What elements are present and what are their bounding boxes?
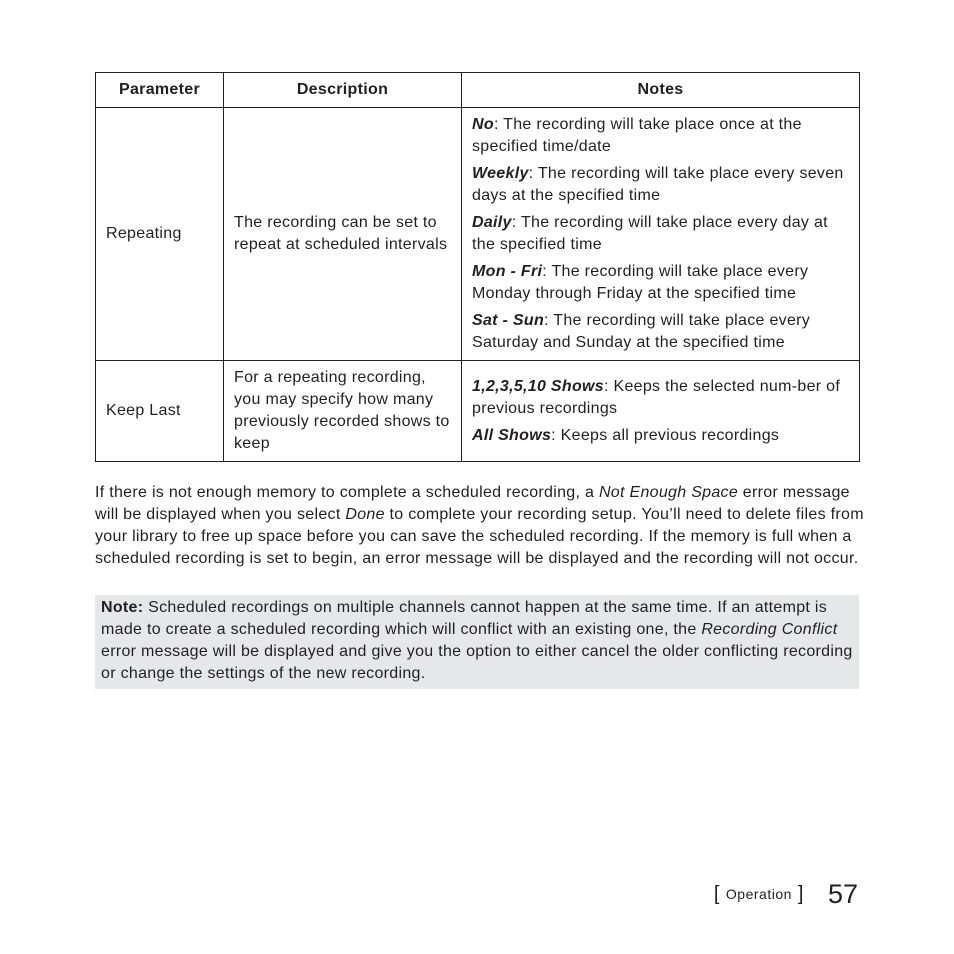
note-text: : Keeps all previous recordings xyxy=(551,426,780,444)
paragraph-emphasis: Not Enough Space xyxy=(598,484,739,501)
note-key: Mon - Fri xyxy=(472,263,543,280)
note-line xyxy=(472,425,849,447)
paragraph-text: error message will be displayed when you select xyxy=(95,484,850,523)
note-text: : Keeps the selected num-ber of previous recordings xyxy=(472,377,841,417)
note-line xyxy=(472,261,849,305)
memory-paragraph xyxy=(95,482,865,570)
note-emphasis: Recording Conflict xyxy=(701,621,838,638)
note-text: : The recording will take place every Saturday and Sunday at the specified time xyxy=(472,312,811,351)
bracket-open: [ xyxy=(713,882,720,905)
cell-description: The recording can be set to repeat at scheduled intervals xyxy=(224,108,462,361)
cell-parameter: Repeating xyxy=(96,108,224,361)
note-text: : The recording will take place once at the specified time/date xyxy=(472,116,802,155)
note-key: Sat - Sun xyxy=(472,312,545,329)
table-header-row xyxy=(96,73,860,108)
note-label: Note: xyxy=(101,599,144,616)
note-box xyxy=(95,595,859,689)
page-footer xyxy=(714,876,858,912)
paragraph-text: to complete your recording setup. You’ll need to delete files from your library to free up space before you can save the scheduled recording. If the memory is full when a scheduled recording is set to begin, an error message will be displayed and the recording will not occur. xyxy=(95,506,864,567)
table-row xyxy=(96,361,860,462)
note-body: error message will be displayed and give you the option to either cancel the older conflicting recording or change the settings of the new recording. xyxy=(101,643,853,682)
note-line xyxy=(472,163,849,207)
page-number: 57 xyxy=(827,878,858,909)
note-line xyxy=(472,376,849,420)
note-text: : The recording will take place every seven days at the specified time xyxy=(472,165,844,204)
bracket-close: ] xyxy=(797,882,804,905)
note-body: Scheduled recordings on multiple channels cannot happen at the same time. If an attempt is made to create a scheduled recording which will conflict with an existing one, the xyxy=(101,599,828,638)
note-text: : The recording will take place every Monday through Friday at the specified time xyxy=(472,263,809,302)
note-key: No xyxy=(472,116,494,133)
cell-parameter: Keep Last xyxy=(96,361,224,462)
section-label xyxy=(714,883,804,906)
note-text: : The recording will take place every day at the specified time xyxy=(472,214,828,253)
table-row xyxy=(96,108,860,361)
note-line xyxy=(472,310,849,354)
cell-notes xyxy=(462,361,860,462)
paragraph-text: If there is not enough memory to complete a scheduled recording, a xyxy=(95,484,599,501)
paragraph-emphasis: Done xyxy=(345,506,385,523)
note-line xyxy=(472,114,849,158)
note-key: Daily xyxy=(472,214,512,231)
note-key: 1,2,3,5,10 Shows xyxy=(472,377,604,395)
note-key: All Shows xyxy=(472,426,552,444)
note-key: Weekly xyxy=(472,165,529,182)
section-name: Operation xyxy=(725,886,792,902)
header-parameter: Parameter xyxy=(96,73,224,108)
header-notes: Notes xyxy=(462,73,860,108)
cell-description: For a repeating recording, you may specify how many previously recorded shows to keep xyxy=(224,361,462,462)
cell-notes xyxy=(462,108,860,361)
header-description: Description xyxy=(224,73,462,108)
parameter-table xyxy=(95,72,860,462)
note-line xyxy=(472,212,849,256)
